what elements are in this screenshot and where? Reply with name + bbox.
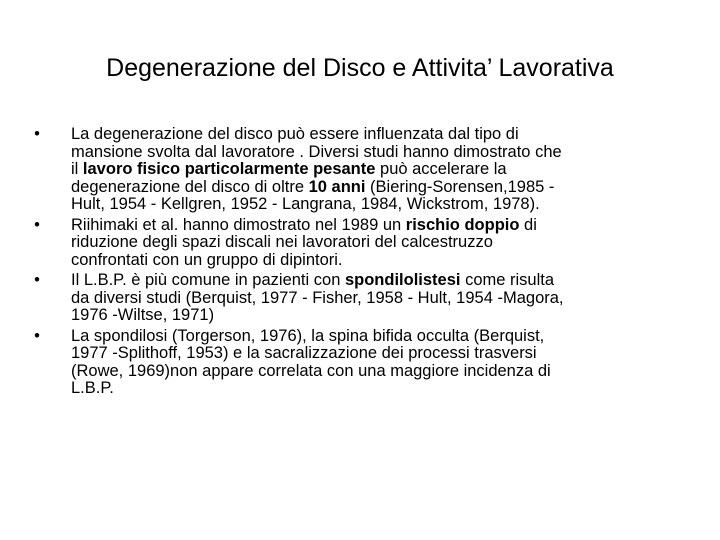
body-text: riduzione degli spazi discali nei lavoratori del calcestruzzo [71,233,493,251]
body-text: da diversi studi (Berquist, 1977 - Fisher, 1958 - Hult, 1954 -Magora, [71,288,564,307]
body-text: può accelerare la [375,160,507,178]
bullet-marker: • [34,271,40,289]
bullet-item [30,272,680,325]
bullet-item [30,328,680,398]
bullet-item [30,126,680,214]
bullet-line [71,234,680,252]
body-text: La spondilosi (Torgerson, 1976), la spina bifida occulta (Berquist, [71,326,545,345]
bullet-item [30,217,680,270]
bullet-line [71,196,680,214]
body-text: Hult, 1954 - Kellgren, 1952 - Langrana, 1984, Wickstrom, 1978). [71,195,540,213]
slide-title: Degenerazione del Disco e Attivita’ Lavorativa [106,54,614,82]
bullet-line [71,272,680,290]
body-text: La degenerazione del disco può essere influenzata dal tipo di [71,125,519,143]
body-text: (Rowe, 1969)non appare correlata con una maggiore incidenza di [71,361,551,380]
body-text: di [519,215,537,234]
bullet-list [30,126,680,401]
bold-text: rischio doppio [405,215,520,234]
body-text: degenerazione del disco di oltre [71,177,309,196]
bullet-line [71,307,680,325]
bullet-line [71,161,680,179]
body-text: il [71,160,83,178]
bullet-line [71,126,680,144]
body-text: mansione svolta dal lavoratore . Diversi studi hanno dimostrato che [71,142,562,161]
bullet-line [71,217,680,235]
body-text: confrontati con un gruppo di dipintori. [71,250,343,269]
bullet-marker: • [34,125,40,143]
body-text: Riihimaki et al. hanno dimostrato nel 1989 un [71,215,406,234]
body-text: come risulta [460,271,555,289]
bullet-marker: • [34,215,40,234]
bullet-line [71,144,680,162]
bullet-line [71,380,680,398]
body-text: (Biering-Sorensen,1985 - [365,177,555,196]
bullet-line [71,252,680,270]
bullet-line [71,345,680,363]
body-text: L.B.P. [71,379,114,397]
bold-text: spondilolistesi [344,271,461,289]
bullet-line [71,328,680,346]
bullet-line [71,179,680,197]
bullet-line [71,290,680,308]
bold-text: 10 anni [308,177,366,196]
body-text: Il L.B.P. è più comune in pazienti con [71,271,345,289]
body-text: 1977 -Splithoff, 1953) e la sacralizzazione dei processi trasversi [71,344,537,362]
bullet-line [71,363,680,381]
bold-text: lavoro fisico particolarmente pesante [82,160,376,178]
body-text: 1976 -Wiltse, 1971) [71,306,215,324]
bullet-marker: • [34,326,40,345]
